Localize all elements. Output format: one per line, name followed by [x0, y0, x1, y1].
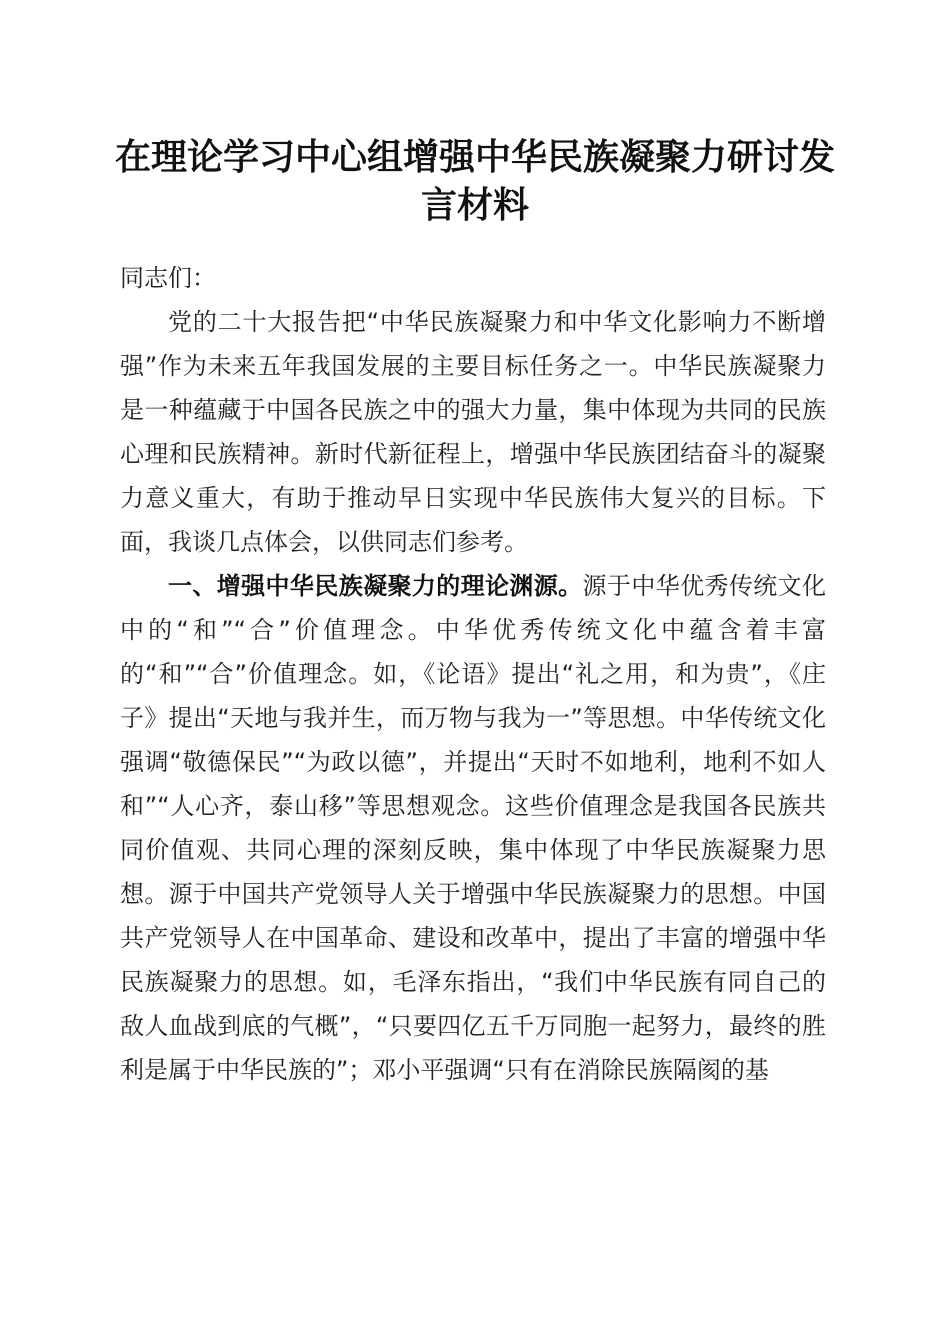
section-one-heading: 一、增强中华民族凝聚力的理论渊源。 — [168, 572, 583, 600]
document-title: 在理论学习中心组增强中华民族凝聚力研讨发言材料 — [114, 136, 835, 226]
section-one-text: 源于中华优秀传统文化中的“和”“合”价值理念。中华优秀传统文化中蕴含着丰富的“和”“合”价值理念。如，《论语》提出“礼之用，和为贵”，《庄子》提出“天地与我并生，而万物与我为一”等思想。中华传统文化强调“敬德保民”“为政以德”，并提出“天时不如地利，地利不如人和”“人心齐，泰山移”等思想观念。这些价值理念是我国各民族共同价值观、共同心理的深刻反映，集中体现了中华民族凝聚力思想。源于中国共产党领导人关于增强中华民族凝聚力的思想。中国共产党领导人在中国革命、建设和改革中，提出了丰富的增强中华民族凝聚力的思想。如，毛泽东指出，“我们中华民族有同自己的敌人血战到底的气概”，“只要四亿五千万同胞一起努力，最终的胜利是属于中华民族的”；邓小平强调“只有在消除民族隔阂的基 — [120, 572, 827, 1084]
document-body — [120, 256, 826, 1092]
section-one-paragraph — [120, 564, 826, 1092]
salutation: 同志们： — [120, 264, 216, 292]
intro-paragraph: 党的二十大报告把“中华民族凝聚力和中华文化影响力不断增强”作为未来五年我国发展的主要目标任务之一。中华民族凝聚力是一种蕴藏于中国各民族之中的强大力量，集中体现为共同的民族心理和民族精神。新时代新征程上，增强中华民族团结奋斗的凝聚力意义重大，有助于推动早日实现中华民族伟大复兴的目标。下面，我谈几点体会，以供同志们参考。 — [120, 308, 826, 556]
